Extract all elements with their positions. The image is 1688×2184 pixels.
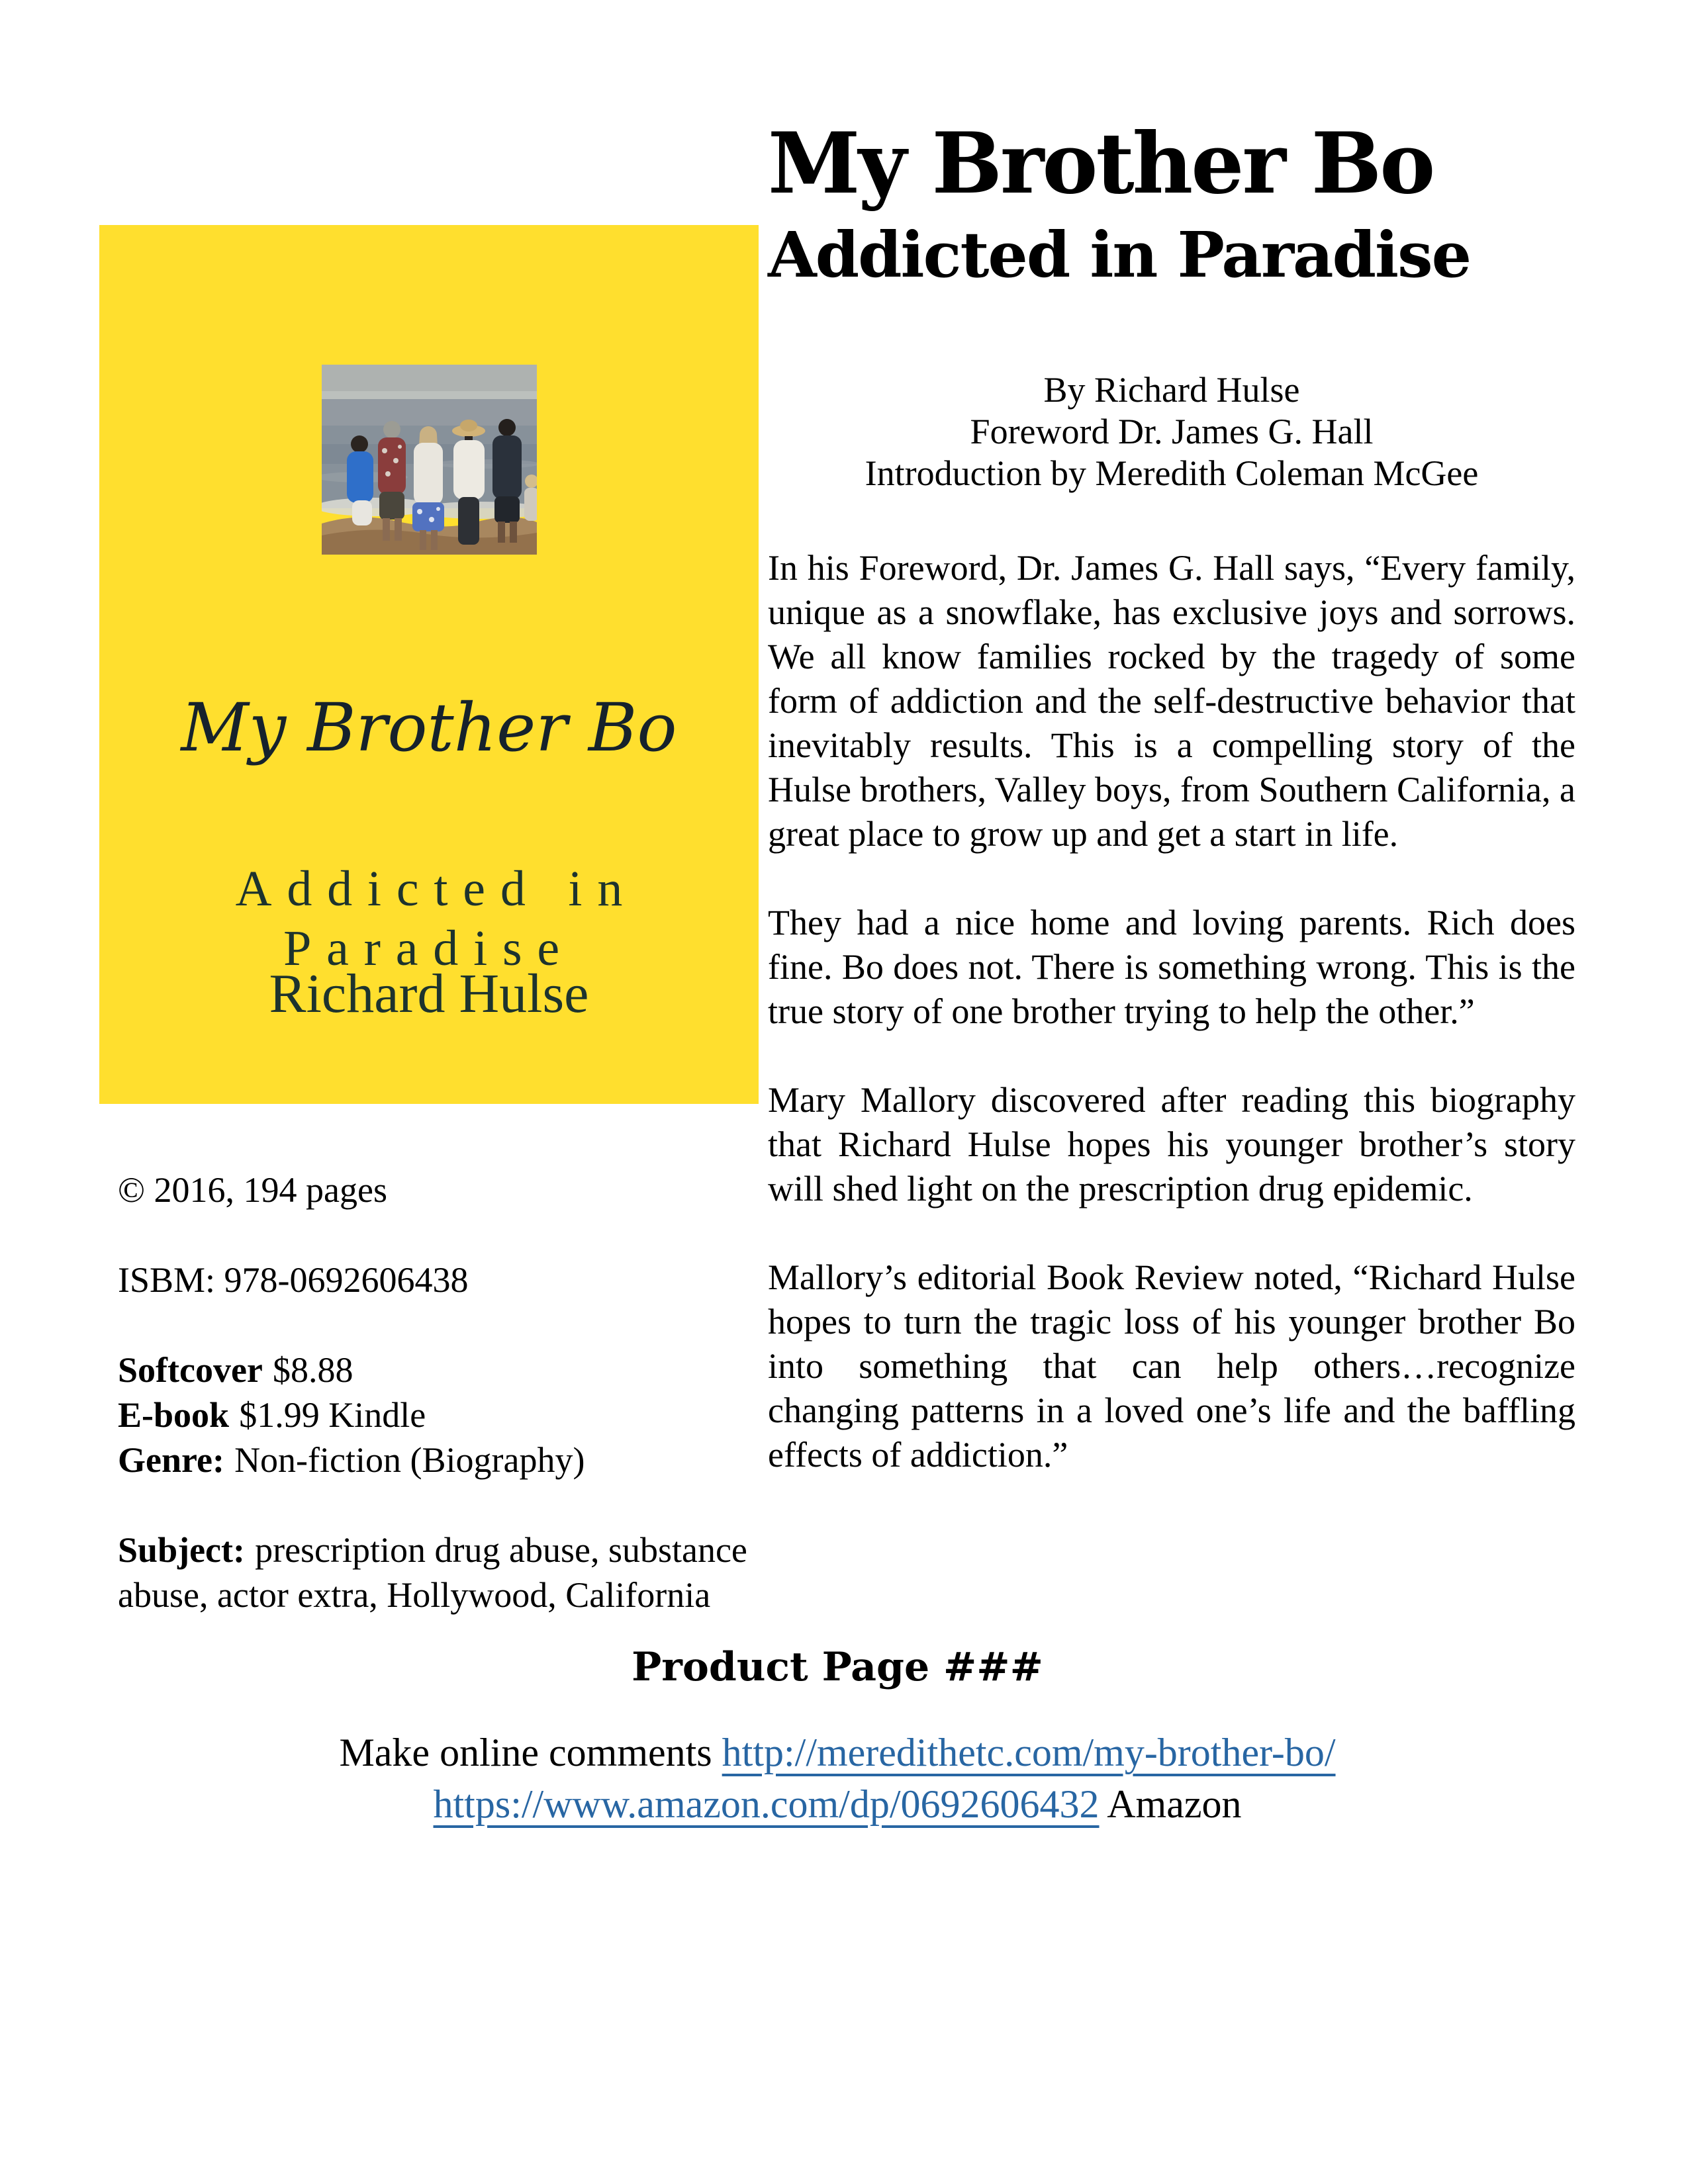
genre-label: Genre: [118,1440,224,1480]
amazon-link[interactable]: https://www.amazon.com/dp/0692606432 [433,1782,1100,1826]
spacer [118,1482,759,1527]
page-subtitle: Addicted in Paradise [768,218,1471,292]
byline-foreword: Foreword Dr. James G. Hall [970,412,1374,451]
cover-subtitle: Addicted in Paradise [235,861,638,976]
ebook-value: $1.99 Kindle [239,1395,426,1435]
ebook-label: E-book [118,1395,230,1435]
cover-script-title: My Brother Bo [181,689,677,766]
byline-introduction: Introduction by Meredith Coleman McGee [865,453,1479,493]
publication-details [99,1167,759,1617]
softcover-label: Softcover [118,1350,263,1390]
spacer [118,1212,759,1257]
copyright-pages: © 2016, 194 pages [118,1170,387,1210]
spacer [118,1302,759,1347]
page-title: My Brother Bo [768,114,1434,212]
subject-label: Subject: [118,1530,245,1570]
amazon-suffix: Amazon [1099,1782,1242,1826]
book-cover [99,225,759,1104]
softcover-value: $8.88 [273,1350,353,1390]
left-column [99,225,759,1617]
body-paragraph: In his Foreword, Dr. James G. Hall says, “Every family, unique as a snowflake, has exclusive joys and sorrows. We all know families rocked by the tragedy of some form of addiction and the self-destructive behavior that inevitably results. This is a compelling story of the Hulse brothers, Valley boys, from Southern California, a great place to grow up and get a start in life. [768,548,1575,854]
subject-line [118,1527,759,1617]
byline-author: By Richard Hulse [1043,370,1300,410]
photo-child [524,475,537,521]
comment-links-block [99,1727,1575,1830]
product-page-heading: Product Page ### [632,1644,1043,1690]
comments-prefix: Make online comments [339,1731,722,1774]
meredithetc-link[interactable]: http://meredithetc.com/my-brother-bo/ [722,1731,1336,1774]
genre-value: Non-fiction (Biography) [234,1440,585,1480]
body-paragraph: Mary Mallory discovered after reading this biography that Richard Hulse hopes his younger brother’s story will shed light on the prescription drug epidemic. [768,1080,1575,1208]
cover-author: Richard Hulse [269,963,589,1024]
subject-value: prescription drug abuse, substance abuse, actor extra, Hollywood, California [118,1530,747,1615]
beach-family-photo [322,365,537,555]
page-content [0,114,1688,1830]
softcover-price [118,1347,759,1392]
isbm-number: ISBM: 978-0692606438 [118,1260,469,1300]
body-paragraph: Mallory’s editorial Book Review noted, “Richard Hulse hopes to turn the tragic loss of his younger brother Bo into something that can help others…recognize changing patterns in a loved one’s life and the baffling effects of addiction.” [768,1257,1575,1475]
genre-line [118,1437,759,1482]
ebook-price [118,1392,759,1437]
body-paragraph: They had a nice home and loving parents. Rich does fine. Bo does not. There is something wrong. This is the true story of one brother trying to help the other.” [768,903,1575,1031]
